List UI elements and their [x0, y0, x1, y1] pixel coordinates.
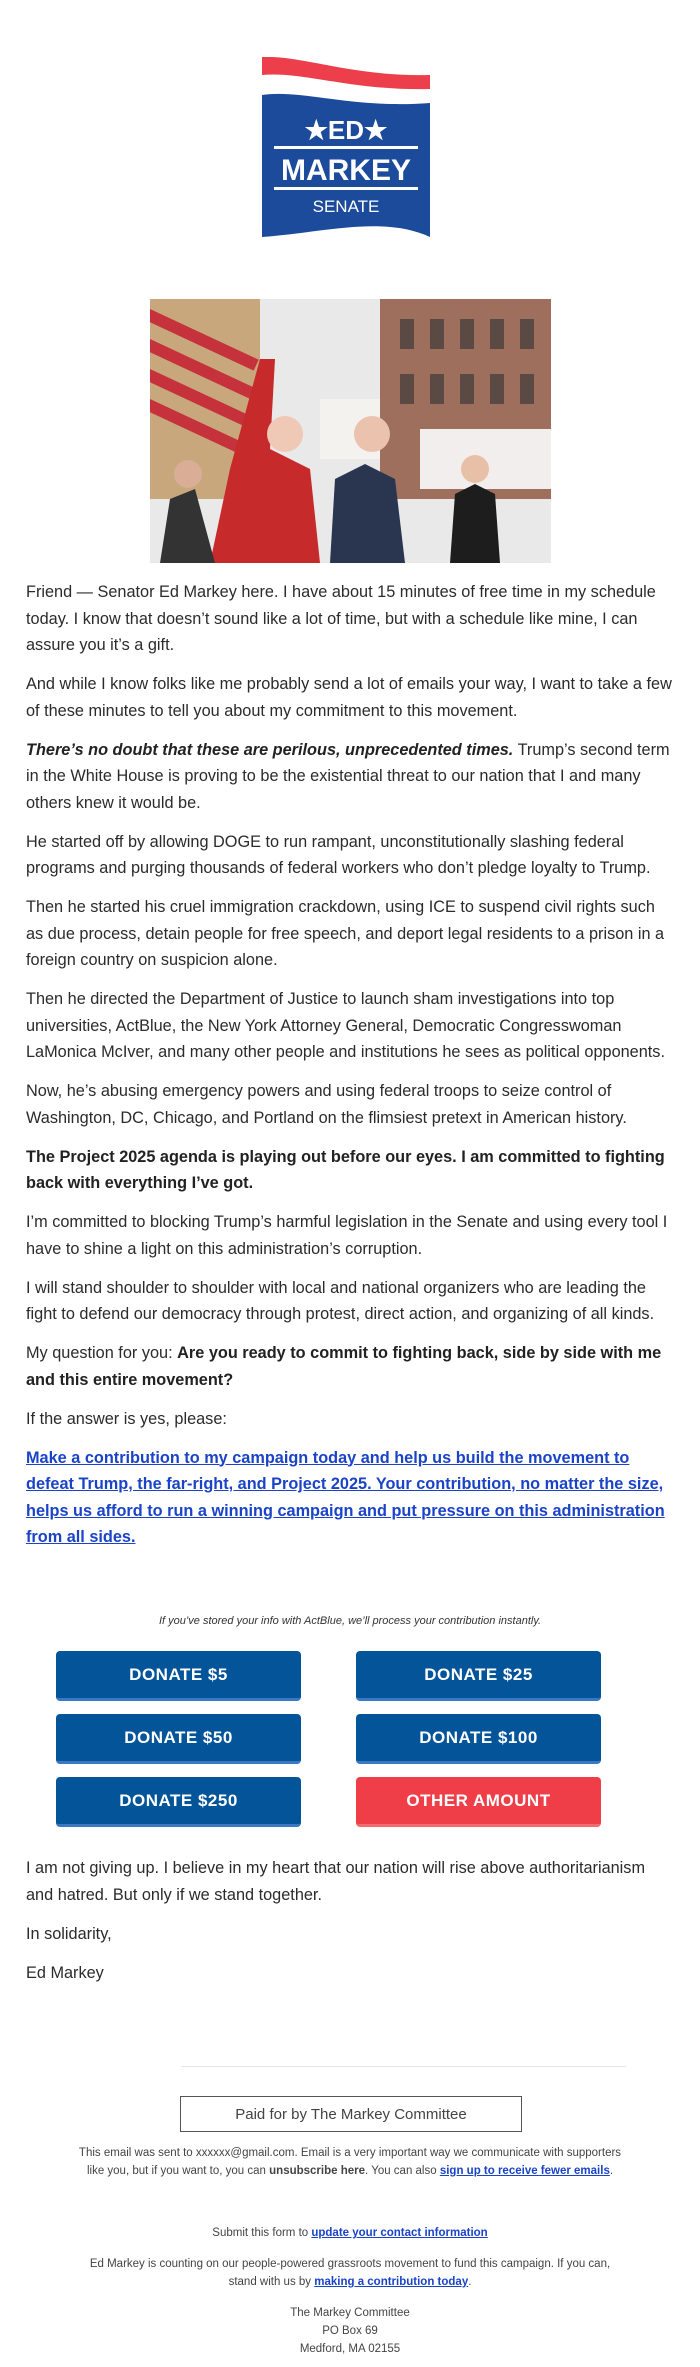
- donate-25-button[interactable]: DONATE $25: [356, 1651, 601, 1701]
- footer-email-notice: [75, 2144, 625, 2180]
- svg-text:★ED★: ★ED★: [304, 115, 388, 145]
- footer-text: This email was sent to: [78, 2147, 196, 2159]
- other-amount-button[interactable]: OTHER AMOUNT: [356, 1777, 601, 1827]
- paragraph: I’m committed to blocking Trump’s harmful legislation in the Senate and using every tool I have to shine a light on this administration’s corruption.: [26, 1213, 668, 1258]
- closing: [26, 1855, 676, 1999]
- bold-text: Are you ready to commit to fighting back, side by side with me and this entire movement?: [26, 1344, 662, 1389]
- donate-100-button[interactable]: DONATE $100: [356, 1714, 601, 1764]
- footer-grassroots: [75, 2255, 625, 2291]
- address-line: Medford, MA 02155: [299, 2343, 401, 2355]
- svg-text:SENATE: SENATE: [312, 197, 380, 216]
- paragraph: I will stand shoulder to shoulder with local and national organizers who are leading the fight to defend our democracy through protest, direct action, and organizing of all kinds.: [26, 1278, 655, 1323]
- paragraph: Friend — Senator Ed Markey here. I have about 15 minutes of free time in my schedule today. I know that doesn’t sound like a lot of time, but with a schedule like mine, I can assure you it’s a gift.: [26, 583, 656, 654]
- address-line: PO Box 69: [322, 2325, 378, 2337]
- paragraph: [26, 1340, 676, 1393]
- paragraph: [26, 1445, 676, 1551]
- contribution-link[interactable]: Make a contribution to my campaign today and help us build the movement to defeat Trump, the far-right, and Project 2025. Your contribution, no matter the size, helps us afford to run a winning campaign and put pressure on this administration from all sides.: [26, 1448, 665, 1546]
- donate-50-button[interactable]: DONATE $50: [56, 1714, 301, 1764]
- bold-text: The Project 2025 agenda is playing out before our eyes. I am committed to fighting back with everything I’ve got.: [26, 1147, 665, 1192]
- footer-address: [75, 2304, 625, 2358]
- paragraph: [26, 737, 676, 817]
- paragraph: He started off by allowing DOGE to run rampant, unconstitutionally slashing federal programs and purging thousands of federal workers who don’t pledge loyalty to Trump.: [26, 832, 651, 877]
- donate-250-button[interactable]: DONATE $250: [56, 1777, 301, 1827]
- paragraph: Then he directed the Department of Justice to launch sham investigations into top universities, ActBlue, the New York Attorney General, Democratic Congresswoman LaMonica McIver, and many other people and institutions he sees as political opponents.: [26, 990, 665, 1061]
- paragraph-text: Trump’s second term in the White House is proving to be the existential threat to our nation that I and many others knew it would be.: [26, 740, 670, 812]
- paragraph-text: My question for you:: [26, 1344, 178, 1362]
- rally-photo: [150, 299, 551, 563]
- fewer-emails-link[interactable]: sign up to receive fewer emails: [439, 2165, 610, 2177]
- paragraph: I am not giving up. I believe in my heart that our nation will rise above authoritarianism and hatred. But only if we stand together.: [26, 1859, 646, 1904]
- footer-text: Ed Markey is counting on our people-powered grassroots movement to fund this campaign. If you can, stand with us by: [89, 2258, 611, 2288]
- footer-text: Submit this form to: [212, 2227, 312, 2239]
- paragraph: Then he started his cruel immigration crackdown, using ICE to suspend civil rights such as due process, detain people for free speech, and deport legal residents to a prison in a foreign country on suspicion alone.: [26, 898, 665, 969]
- footer-text: . You can also: [365, 2165, 440, 2177]
- footer-text: .: [609, 2165, 614, 2177]
- paragraph: If the answer is yes, please:: [26, 1409, 227, 1428]
- svg-text:MARKEY: MARKEY: [280, 154, 412, 187]
- donate-5-button[interactable]: DONATE $5: [56, 1651, 301, 1701]
- sign-off: In solidarity,: [26, 1924, 112, 1943]
- recipient-email: xxxxxx@gmail.com: [195, 2147, 295, 2159]
- emphasis-text: There’s no doubt that these are perilous, unprecedented times.: [26, 740, 514, 759]
- email-body: [26, 579, 676, 1563]
- divider: [181, 2066, 626, 2067]
- paid-for-box: Paid for by The Markey Committee: [180, 2096, 522, 2132]
- footer-update-contact: [75, 2224, 625, 2242]
- actblue-note: If you’ve stored your info with ActBlue, we’ll process your contribution instantly.: [158, 1615, 542, 1627]
- unsubscribe-link[interactable]: unsubscribe here: [269, 2165, 366, 2177]
- paragraph: Now, he’s abusing emergency powers and using federal troops to seize control of Washington, DC, Chicago, and Portland on the flimsiest pretext in American history.: [26, 1082, 627, 1127]
- paragraph: [26, 1144, 676, 1197]
- update-contact-link[interactable]: update your contact information: [311, 2227, 488, 2239]
- paragraph: And while I know folks like me probably send a lot of emails your way, I want to take a few of these minutes to tell you about my commitment to this movement.: [26, 675, 672, 720]
- signature: Ed Markey: [26, 1963, 104, 1982]
- footer-text: . Email is a very important way we communicate with supporters like you, but if you want to, you can: [86, 2147, 622, 2177]
- making-contribution-link[interactable]: making a contribution today: [314, 2276, 469, 2288]
- ed-markey-senate-logo: [262, 57, 430, 237]
- footer-text: .: [468, 2276, 472, 2288]
- address-line: The Markey Committee: [290, 2307, 410, 2319]
